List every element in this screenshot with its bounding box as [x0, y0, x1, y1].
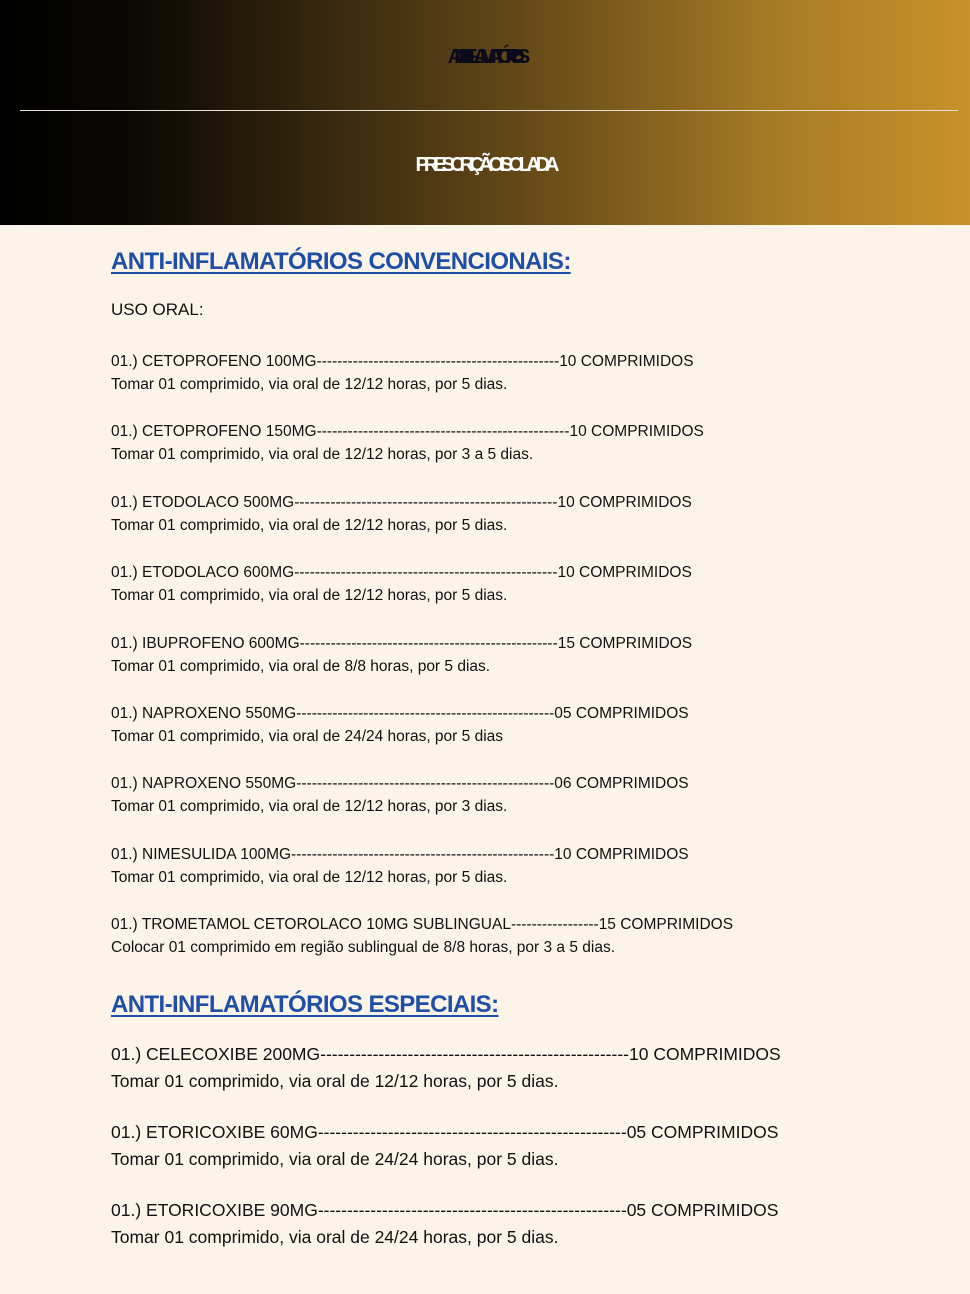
dosage-instruction: Tomar 01 comprimido, via oral de 12/12 horas, por 5 dias.	[111, 516, 508, 534]
prescription-item	[111, 1120, 778, 1171]
dash-leader: ---------------------------------------------------	[294, 564, 558, 582]
prescription-item	[111, 1198, 778, 1249]
dosage-instruction: Tomar 01 comprimido, via oral de 12/12 horas, por 5 dias.	[111, 868, 508, 886]
dash-leader: --------------------------------------------------	[299, 634, 558, 652]
prescription-line	[111, 562, 692, 584]
dosage-instruction: Tomar 01 comprimido, via oral de 12/12 horas, por 3 a 5 dias.	[111, 446, 534, 464]
dash-leader: ---------------------------------------------------	[291, 845, 555, 863]
drug-name: 01.) IBUPROFENO 600MG	[111, 634, 300, 652]
drug-name: 01.) NAPROXENO 550MG	[111, 705, 297, 722]
prescription-line	[111, 492, 692, 514]
header-banner	[0, 0, 970, 225]
header-divider	[20, 110, 958, 111]
prescription-item	[111, 1042, 781, 1093]
dosage-instruction: Tomar 01 comprimido, via oral de 24/24 horas, por 5 dias.	[111, 1227, 559, 1247]
dash-leader: -----------------------------------------------------	[317, 1200, 627, 1220]
drug-name: 01.) CETOPROFENO 100MG	[111, 353, 317, 370]
drug-quantity: 05 COMPRIMIDOS	[626, 1122, 779, 1142]
dosage-instruction: Tomar 01 comprimido, via oral de 8/8 horas, por 5 dias.	[111, 657, 491, 675]
prescription-item	[111, 773, 689, 818]
dosage-instruction: Tomar 01 comprimido, via oral de 12/12 horas, por 3 dias.	[111, 798, 508, 816]
dash-leader: -----------------	[510, 916, 599, 934]
prescription-item	[111, 703, 689, 748]
drug-name: 01.) ETODOLACO 500MG	[111, 493, 295, 511]
dosage-instruction: Tomar 01 comprimido, via oral de 12/12 horas, por 5 dias.	[111, 376, 508, 393]
dosage-instruction: Tomar 01 comprimido, via oral de 24/24 horas, por 5 dias	[111, 728, 504, 745]
prescription-item	[111, 914, 733, 959]
dosage-instruction: Tomar 01 comprimido, via oral de 12/12 horas, por 5 dias.	[111, 587, 508, 605]
drug-name: 01.) CETOPROFENO 150MG	[111, 423, 317, 441]
prescription-item	[111, 421, 704, 466]
drug-quantity: 10 COMPRIMIDOS	[557, 493, 692, 511]
prescription-line	[111, 1120, 778, 1144]
drug-quantity: 06 COMPRIMIDOS	[554, 775, 689, 793]
drug-quantity: 10 COMPRIMIDOS	[629, 1044, 781, 1064]
route-label: USO ORAL:	[111, 300, 204, 319]
drug-quantity: 05 COMPRIMIDOS	[554, 705, 689, 722]
prescription-line	[111, 773, 689, 795]
drug-quantity: 10 COMPRIMIDOS	[569, 423, 704, 441]
conventional-section-heading: ANTI-INFLAMATÓRIOS CONVENCIONAIS:	[111, 248, 571, 275]
drug-quantity: 10 COMPRIMIDOS	[557, 564, 692, 582]
drug-quantity: 05 COMPRIMIDOS	[626, 1200, 779, 1220]
prescription-line	[111, 633, 692, 655]
dash-leader: --------------------------------------------------	[296, 775, 555, 793]
page-title: ANTI-INFLAMATÓRIOS	[447, 46, 523, 68]
drug-name: 01.) TROMETAMOL CETOROLACO 10MG SUBLINGUAL	[111, 916, 511, 934]
drug-name: 01.) ETORICOXIBE 60MG	[111, 1122, 318, 1142]
dash-leader: -----------------------------------------------------	[320, 1044, 629, 1064]
dash-leader: -----------------------------------------------	[316, 353, 560, 370]
dosage-instruction: Tomar 01 comprimido, via oral de 24/24 horas, por 5 dias.	[111, 1149, 559, 1169]
page-subtitle: PRESCRIÇÃO ISOLADA	[415, 154, 555, 176]
drug-quantity: 10 COMPRIMIDOS	[554, 845, 689, 863]
drug-name: 01.) NAPROXENO 550MG	[111, 775, 297, 793]
dash-leader: --------------------------------------------------	[296, 705, 555, 722]
drug-quantity: 10 COMPRIMIDOS	[559, 353, 694, 370]
prescription-item	[111, 492, 692, 537]
drug-name: 01.) NIMESULIDA 100MG	[111, 845, 292, 863]
prescription-item	[111, 351, 694, 396]
drug-name: 01.) ETORICOXIBE 90MG	[111, 1200, 318, 1220]
drug-quantity: 15 COMPRIMIDOS	[557, 634, 693, 652]
prescription-line	[111, 1042, 781, 1066]
drug-name: 01.) CELECOXIBE 200MG	[111, 1044, 321, 1064]
dash-leader: ---------------------------------------------------	[294, 493, 558, 511]
prescription-line	[111, 844, 689, 866]
dosage-instruction: Colocar 01 comprimido em região sublingual de 8/8 horas, por 3 a 5 dias.	[111, 939, 616, 957]
prescription-line	[111, 703, 689, 725]
prescription-item	[111, 562, 692, 607]
drug-quantity: 15 COMPRIMIDOS	[598, 916, 734, 934]
prescription-item	[111, 633, 692, 678]
prescription-line	[111, 1198, 778, 1222]
special-section-heading: ANTI-INFLAMATÓRIOS ESPECIAIS:	[111, 991, 499, 1018]
prescription-item	[111, 844, 689, 889]
dash-leader: -----------------------------------------------------	[317, 1122, 627, 1142]
drug-name: 01.) ETODOLACO 600MG	[111, 564, 295, 582]
prescription-line	[111, 421, 704, 443]
dash-leader: -------------------------------------------------	[316, 423, 570, 441]
prescription-line	[111, 914, 733, 936]
prescription-line	[111, 351, 694, 373]
dosage-instruction: Tomar 01 comprimido, via oral de 12/12 horas, por 5 dias.	[111, 1071, 559, 1091]
